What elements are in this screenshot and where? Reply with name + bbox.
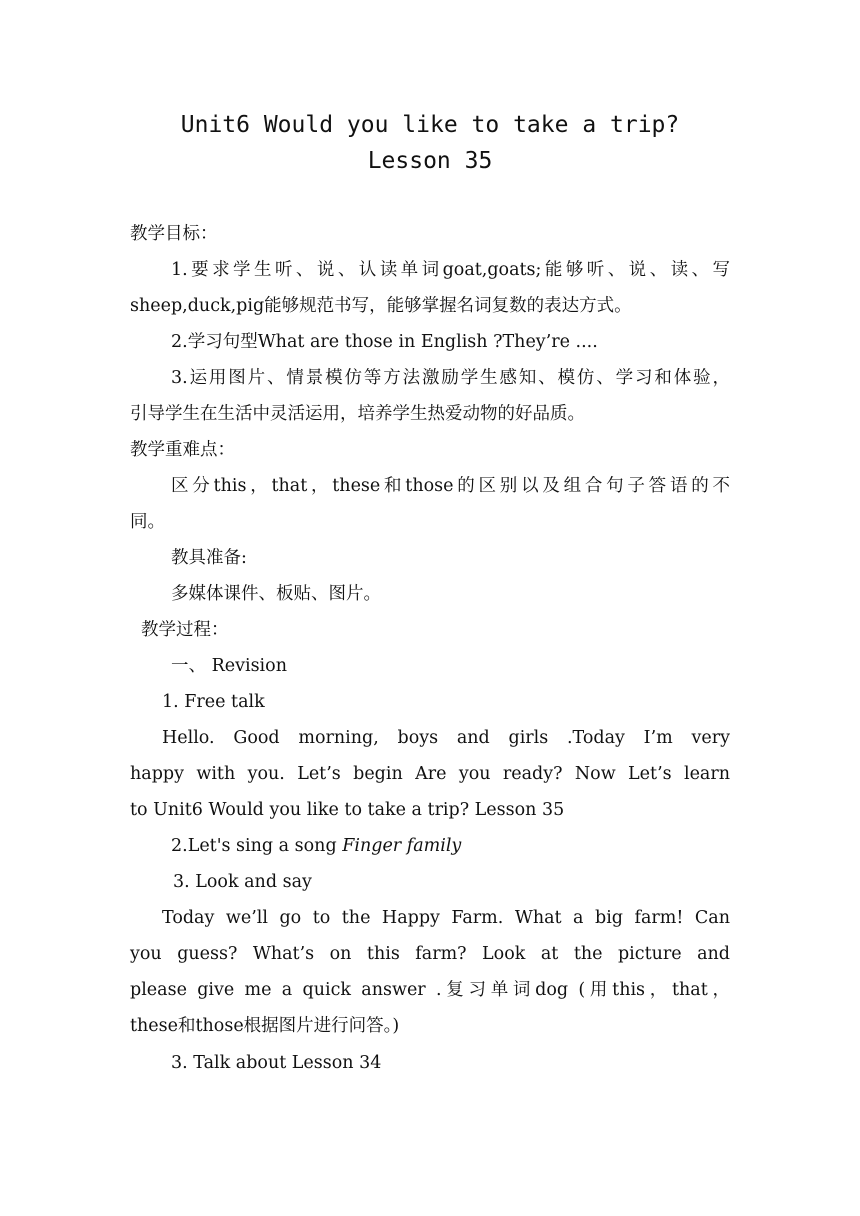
materials-heading: 教具准备:: [171, 548, 247, 568]
free-talk-line-3: to Unit6 Would you like to take a trip? Lesson 35: [130, 800, 565, 820]
free-talk-line-2: happy with you. Let’s begin Are you ready? Now Let’s learn: [130, 764, 730, 784]
key-points-heading: 教学重难点：: [130, 440, 235, 460]
look-and-say-line-1: Today we’ll go to the Happy Farm. What a big farm! Can: [162, 908, 730, 928]
step-free-talk: 1. Free talk: [162, 692, 265, 712]
objective-3-line-1: 3.运用图片、情景模仿等方法激励学生感知、模仿、学习和体验，: [171, 368, 730, 388]
key-points-line-1: 区分this，that，these和those的区别以及组合句子答语的不: [171, 476, 730, 496]
materials-content: 多媒体课件、板贴、图片。: [171, 584, 381, 604]
key-points-line-2: 同。: [130, 512, 165, 532]
process-heading: 教学过程：: [141, 620, 229, 640]
lesson-subtitle: Lesson 35: [367, 148, 493, 174]
step-talk-lesson-34: 3. Talk about Lesson 34: [171, 1053, 382, 1073]
look-and-say-line-3: please give me a quick answer .复习单词dog (用this，that，: [130, 980, 730, 1000]
document-title: Unit6 Would you like to take a trip?: [180, 112, 680, 138]
look-and-say-line-4: these和those根据图片进行问答。): [130, 1016, 400, 1036]
song-title: Finger family: [342, 836, 462, 856]
objectives-heading: 教学目标：: [130, 224, 218, 244]
objective-1-line-1: 1.要求学生听、说、认读单词goat,goats;能够听、说、读、写: [171, 260, 730, 280]
free-talk-line-1: Hello. Good morning, boys and girls .Today I’m very: [162, 728, 730, 748]
step-look-and-say: 3. Look and say: [173, 872, 312, 892]
section-revision: 一、 Revision: [171, 656, 287, 676]
objective-2: 2.学习句型What are those in English ?They’re ....: [171, 332, 598, 352]
objective-1-line-2: sheep,duck,pig能够规范书写，能够掌握名词复数的表达方式。: [130, 296, 632, 316]
step-sing-song: [171, 834, 461, 858]
look-and-say-line-2: you guess? What’s on this farm? Look at the picture and: [130, 944, 730, 964]
sing-song-prefix: 2.Let's sing a song: [171, 836, 343, 856]
objective-3-line-2: 引导学生在生活中灵活运用，培养学生热爱动物的好品质。: [130, 404, 585, 424]
